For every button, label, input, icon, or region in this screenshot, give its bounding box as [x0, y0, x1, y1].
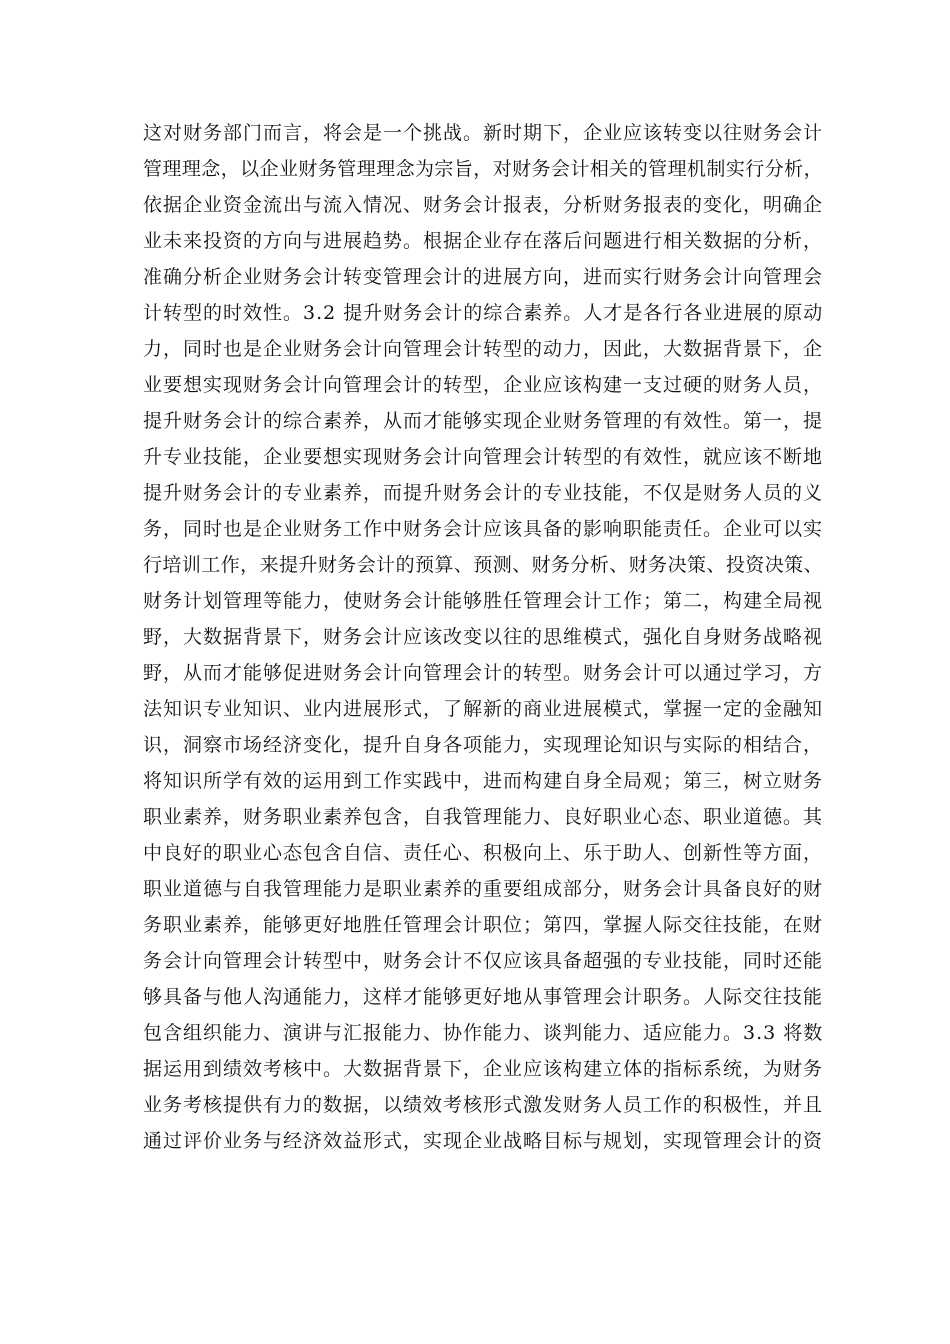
text-line: 管理理念，以企业财务管理理念为宗旨，对财务会计相关的管理机制实行分析，: [143, 158, 823, 180]
text-line: 够具备与他人沟通能力，这样才能够更好地从事管理会计职务。人际交往技能: [143, 986, 823, 1008]
text-line: 务，同时也是企业财务工作中财务会计应该具备的影响职能责任。企业可以实: [143, 518, 823, 540]
text-line: 财务计划管理等能力，使财务会计能够胜任管理会计工作；第二，构建全局视: [143, 590, 823, 612]
body-text: [143, 115, 823, 1159]
text-line: 计转型的时效性。3.2 提升财务会计的综合素养。人才是各行各业进展的原动: [143, 302, 823, 324]
text-line: 业务考核提供有力的数据，以绩效考核形式激发财务人员工作的积极性，并且: [143, 1094, 823, 1116]
text-line: 中良好的职业心态包含自信、责任心、积极向上、乐于助人、创新性等方面，: [143, 842, 823, 864]
text-line: 包含组织能力、演讲与汇报能力、协作能力、谈判能力、适应能力。3.3 将数: [143, 1022, 823, 1044]
text-line: 据运用到绩效考核中。大数据背景下，企业应该构建立体的指标系统，为财务: [143, 1058, 823, 1080]
text-line: 业未来投资的方向与进展趋势。根据企业存在落后问题进行相关数据的分析，: [143, 230, 823, 252]
text-line: 职业素养，财务职业素养包含，自我管理能力、良好职业心态、职业道德。其: [143, 806, 823, 828]
text-line: 提升财务会计的专业素养，而提升财务会计的专业技能，不仅是财务人员的义: [143, 482, 823, 504]
text-line: 升专业技能，企业要想实现财务会计向管理会计转型的有效性，就应该不断地: [143, 446, 823, 468]
text-line: 依据企业资金流出与流入情况、财务会计报表，分析财务报表的变化，明确企: [143, 194, 823, 216]
text-line: 务职业素养，能够更好地胜任管理会计职位；第四，掌握人际交往技能，在财: [143, 914, 823, 936]
text-line: 通过评价业务与经济效益形式，实现企业战略目标与规划，实现管理会计的资: [143, 1130, 823, 1152]
text-line: 力，同时也是企业财务会计向管理会计转型的动力，因此，大数据背景下，企: [143, 338, 823, 360]
text-line: 提升财务会计的综合素养，从而才能够实现企业财务管理的有效性。第一，提: [143, 410, 823, 432]
text-line: 职业道德与自我管理能力是职业素养的重要组成部分，财务会计具备良好的财: [143, 878, 823, 900]
text-line: 将知识所学有效的运用到工作实践中，进而构建自身全局观；第三，树立财务: [143, 770, 823, 792]
text-line: 业要想实现财务会计向管理会计的转型，企业应该构建一支过硬的财务人员，: [143, 374, 823, 396]
text-line: 这对财务部门而言，将会是一个挑战。新时期下，企业应该转变以往财务会计: [143, 122, 823, 144]
text-line: 野，大数据背景下，财务会计应该改变以往的思维模式，强化自身财务战略视: [143, 626, 823, 648]
text-line: 务会计向管理会计转型中，财务会计不仅应该具备超强的专业技能，同时还能: [143, 950, 823, 972]
text-line: 识，洞察市场经济变化，提升自身各项能力，实现理论知识与实际的相结合，: [143, 734, 823, 756]
text-line: 野，从而才能够促进财务会计向管理会计的转型。财务会计可以通过学习，方: [143, 662, 823, 684]
text-line: 准确分析企业财务会计转变管理会计的进展方向，进而实行财务会计向管理会: [143, 266, 823, 288]
text-line: 行培训工作，来提升财务会计的预算、预测、财务分析、财务决策、投资决策、: [143, 554, 823, 576]
text-line: 法知识专业知识、业内进展形式，了解新的商业进展模式，掌握一定的金融知: [143, 698, 823, 720]
